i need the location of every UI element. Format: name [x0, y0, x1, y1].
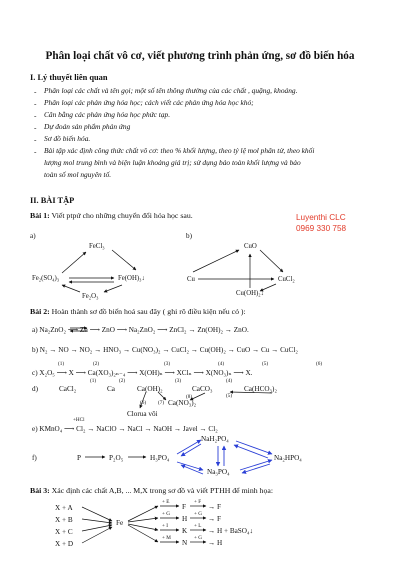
b3-top: + E: [162, 499, 170, 505]
f-p2o5: P₂O₅: [109, 454, 124, 462]
page: Phân loại chất vô cơ, viết phương trình phản ứng, sơ đồ biến hóa I. Lý thuyết liên quan - Phân loại các chất và tên gọi; một số tên thông thường của các chất , quặng, khoáng. - Phân loại các phản ứng hóa học; cách viết các phản ứng hóa học khó; - Cân bằng các phản ứng hóa học phức tạp. - Dự đoán sản phẩm phản ứng - Sơ đồ biến hóa. - Bài tập xác định công thức chất vô cơ: theo % khối lượng, theo tỷ lệ mol phân tử, theo khối lượng mol trung bình và biện luận khoảng giá trị; sử dụng bảo toàn khối lượng và bảo toàn số mol nguyên tố. II. BÀI TẬP Bài 1: Viết ptpứ cho những chuyển đổi hóa học sau. Luyenthi CLC 0969 330 758 a) FeCl₃ Fe₂(SO₄)₃ Fe(OH)₃↓ Fe₂O₃ b) CuO Cu CuCl₂ Cu(OH)₂↓ Bài 2: Hoàn thành sơ đồ biến hoá sau đây ( ghi rõ điều kiện nếu có ): a) Na₂ZnO₂ ⟶ Zn ⟶ ZnO ⟶ Na₂ZnO₂ ⟶ ZnCl₂ → Zn(OH)₂ → ZnO. b) N₂ → NO → NO₂ → HNO₃ → Cu(NO₃)₂ → CuCl₂ → Cu(OH)₂ → CuO → Cu → CuCl₂ c) X₂O₅ ⟶ X ⟶ Ca(XO₃)₂ₙ₋₄ ⟶ X(OH)ₙ ⟶ XClₙ ⟶ X(NO₃)ₙ ⟶ X. (1) (2) (3) (4) (5) (6) d) CaCl₂ Ca Ca(OH)₂ CaCO₃ Ca(HCO₃)₂ Clorua vôi Ca(NO₃)₂ (1) (2) (3) (4) (5) (6) (7) (8) e) KMnO₄ ⟶ Cl₂ → NaClO → NaCl → NaOH → Javel → Cl₂ +HCl f) P P₂O₅ H₃PO₄ NaH₂PO₄ Na₂HPO₄ Na₃PO₄ Bài 3: Xác định các chất A,B, ... M,X trong sơ đồ và viết PTHH để minh họa: X + A X + B X + C X + D Fe + E + G + I + M F H K N + F + G + L + G → F → F → H + BaSO₄↓ → H: [0, 0, 400, 565]
feoh3: Fe(OH)₃↓: [118, 275, 145, 282]
theory-heading: I. Lý thuyết liên quan: [30, 73, 108, 82]
b3-top: + I: [162, 523, 168, 529]
d-num: (5): [226, 393, 233, 399]
bai3-left: X + D: [55, 540, 74, 548]
bai3-left: X + B: [55, 516, 73, 524]
b3-mid: H: [182, 515, 188, 523]
theory-item: toàn số mol nguyên tố.: [44, 170, 112, 179]
theory-item: Phân loại các phản ứng hóa học; cách viết các phản ứng hóa học khó;: [44, 98, 254, 107]
b3-top: + M: [162, 535, 171, 541]
d-num: (7): [158, 400, 165, 406]
theory-item: lượng mol trung bình và biện luận khoảng giá trị; sử dụng bảo toàn khối lượng và bảo: [44, 158, 301, 167]
bai3-left: X + C: [55, 528, 73, 536]
d-num: (2): [119, 378, 126, 384]
bai2-b: b) N₂ → NO → NO₂ → HNO₃ → Cu(NO₃)₂ → CuCl₂ → Cu(OH)₂ → CuO → Cu → CuCl₂: [32, 346, 298, 354]
d-ca: Ca: [107, 385, 115, 393]
fe2o3: Fe₂O₃: [82, 293, 99, 300]
theory-item: Phân loại các chất và tên gọi; một số tên thông thường của các chất , quặng, khoáng.: [44, 86, 298, 95]
theory-item: Cân bằng các phản ứng hóa học phức tạp.: [44, 110, 171, 119]
watermark: Luyenthi CLC 0969 330 758: [296, 213, 347, 233]
theory-item: Sơ đồ biến hóa.: [44, 134, 91, 143]
c-num: (4): [218, 361, 225, 367]
c-num: (3): [164, 361, 171, 367]
b3-bot: + L: [194, 523, 202, 529]
b3-res: → F: [208, 515, 221, 523]
b3-res: → H: [208, 539, 223, 547]
exercises-heading: II. BÀI TẬP: [30, 196, 75, 205]
c-num: (6): [316, 361, 323, 367]
d-num: (3): [175, 378, 182, 384]
b3-mid: K: [182, 527, 188, 535]
c-num: (5): [262, 361, 269, 367]
bai3-text: Bài 3: Xác định các chất A,B, ... M,X trong sơ đồ và viết PTHH để minh họa:: [30, 486, 273, 495]
b3-mid: N: [182, 539, 188, 547]
d-num: (1): [90, 378, 97, 384]
bai3-left: X + A: [55, 504, 73, 512]
cu: Cu: [187, 276, 195, 283]
b3-top: + G: [162, 511, 170, 517]
c-num: (1): [58, 361, 65, 367]
f-h3po4: H₃PO₄: [150, 454, 170, 462]
fecl3: FeCl₃: [89, 243, 105, 250]
f-na3po4: Na₃PO₄: [207, 468, 230, 476]
bai2-f-label: f): [32, 454, 37, 462]
cucl2: CuCl₂: [278, 276, 295, 283]
bai2-c: c) X₂O₅ ⟶ X ⟶ Ca(XO₃)₂ₙ₋₄ ⟶ X(OH)ₙ ⟶ XClₙ ⟶ X(NO₃)ₙ ⟶ X.: [32, 369, 253, 377]
b3-bot: + F: [194, 499, 202, 505]
page-title: Phân loại chất vô cơ, viết phương trình phản ứng, sơ đồ biến hóa: [45, 50, 355, 62]
bai1-text: Bài 1: Viết ptpứ cho những chuyển đổi hóa học sau.: [30, 211, 193, 220]
b3-bot: + G: [194, 535, 202, 541]
bai1-b-label: b): [186, 232, 192, 240]
d-clorua: Clorua vôi: [127, 410, 158, 418]
c-num: (2): [93, 361, 100, 367]
b3-res: → F: [208, 503, 221, 511]
e-hcl: +HCl: [73, 417, 85, 423]
d-caoh2: Ca(OH)₂: [137, 385, 163, 393]
fe2so43: Fe₂(SO₄)₃: [32, 275, 60, 282]
cuoh2: Cu(OH)₂↓: [236, 290, 265, 297]
bai1-a-label: a): [30, 232, 36, 240]
cuo: CuO: [244, 243, 257, 250]
d-num: (4): [226, 378, 233, 384]
bai3-fe: Fe: [116, 519, 124, 527]
b3-mid: F: [182, 503, 186, 511]
d-cacl2: CaCl₂: [59, 385, 77, 393]
b3-res: → H + BaSO₄↓: [208, 527, 254, 535]
d-num: (8): [186, 394, 193, 400]
bai2-a: a) Na₂ZnO₂ ⟶ Zn ⟶ ZnO ⟶ Na₂ZnO₂ ⟶ ZnCl₂ → Zn(OH)₂ → ZnO.: [32, 326, 249, 334]
bai2-d-label: d): [32, 385, 38, 393]
d-cahco32: Ca(HCO₃)₂: [244, 385, 277, 393]
d-num: (6): [140, 400, 147, 406]
d-caco3: CaCO₃: [192, 385, 213, 393]
bai2-text: Bài 2: Hoàn thành sơ đồ biến hoá sau đây ( ghi rõ điều kiện nếu có ):: [30, 307, 246, 316]
theory-item: Bài tập xác định công thức chất vô cơ: theo % khối lượng, theo tỷ lệ mol phân tử, theo khối: [44, 146, 315, 155]
bai2-e: e) KMnO₄ ⟶ Cl₂ → NaClO → NaCl → NaOH → Javel → Cl₂: [32, 425, 218, 433]
f-na2hpo4: Na₂HPO₄: [274, 454, 302, 462]
b3-bot: + G: [194, 511, 202, 517]
f-p: P: [77, 454, 81, 462]
theory-item: Dự đoán sản phẩm phản ứng: [44, 122, 131, 131]
d-cano32: Ca(NO₃)₂: [168, 399, 197, 407]
f-nah2po4: NaH₂PO₄: [201, 435, 229, 443]
